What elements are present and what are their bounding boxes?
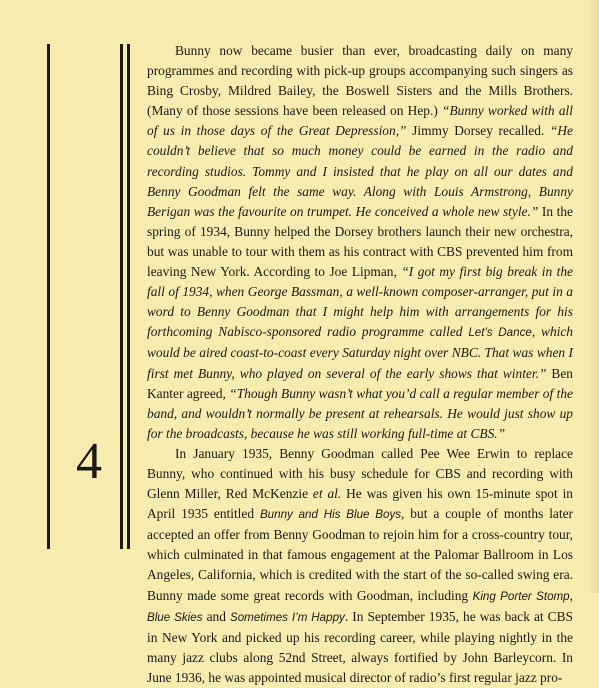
text-run: Ben Kanter agreed, <box>147 365 573 401</box>
body-text <box>147 41 573 688</box>
text-run: Bunny and His Blue Boys <box>259 508 402 522</box>
text-run: “I got my first big break in the fall of 1934, when George Bassman, a well-known composer-arranger, put in a word to Benny Goodman that I might help him with arrangements for his forthcoming Nabisco-sponsored radio programme called <box>147 264 574 340</box>
inner-border-rule-2 <box>127 44 130 549</box>
text-run: “Bunny worked with all of us in those days of the Great Depression,” <box>147 103 573 139</box>
text-run: Bunny now became busier than ever, broadcasting daily on many programmes and recording with pick-up groups accompanying such singers as Bing Crosby, Mildred Bailey, the Boswell Sisters and the Mills Brothers. (Many of those sessions have been released on Hep.) <box>147 43 573 119</box>
text-run: In the spring of 1934, Bunny helped the Dorsey brothers launch their new orchestra, but was unable to tour with them as his contract with CBS prevented him from leaving New York. According to Joe Lipman, <box>147 203 573 280</box>
text-run: , <box>569 587 573 603</box>
text-run: Blue Skies <box>147 610 203 624</box>
text-run: “Though Bunny wasn’t what you’d call a regular member of the band, and wouldn’t normally be present at rehearsals. He would just show up for the broadcasts, because he was still working full-time at CBS.” <box>147 385 573 441</box>
text-run: Let’s Dance <box>468 326 532 340</box>
text-run: . In September 1935, he was back at CBS in New York and picked up his recording career, while playing nightly in the many jazz clubs along 52nd Street, always fortified by John Barleycorn. In June 1936, he was appointed musical director of radio’s first regular jazz pro- <box>147 608 573 685</box>
paragraph-2 <box>147 444 573 688</box>
text-run: King Porter Stomp <box>472 589 570 603</box>
page-fold-shadow <box>587 0 599 593</box>
text-run: He was given his own 15-minute spot in April 1935 entitled <box>147 486 574 522</box>
text-run: and <box>202 608 230 624</box>
paragraph-1 <box>147 41 573 444</box>
inner-border-rule <box>120 44 123 549</box>
text-run: “He couldn’t believe that so much money could be earned in the radio and recording studios. Tommy and I insisted that he play on all our dates and Benny Goodman felt the same way. Along with Louis Armstrong, Bunny Berigan was the favourite on trumpet. He conceived a whole new style.” <box>147 123 573 219</box>
text-run: et al. <box>312 486 342 502</box>
text-run: Jimmy Dorsey recalled. <box>406 123 550 139</box>
text-run: , but a couple of months later accepted an offer from Benny Goodman to rejoin him for a cross-country tour, which culminated in that famous engagement at the Palomar Ballroom in Los Angeles, California, which is credited with the start of the so-called swing era. Bunny made some great records with Goodman, including <box>147 506 573 603</box>
text-run: , which would be aired coast-to-coast every Saturday night over NBC. That was when I first met Bunny, who played on several of the early shows that winter.” <box>147 324 574 381</box>
text-run: In January 1935, Benny Goodman called Pee Wee Erwin to replace Bunny, who continued with his busy schedule for CBS and recording with Glenn Miller, Red McKenzie <box>147 445 573 502</box>
left-border-rule <box>47 44 50 549</box>
text-run: Sometimes I’m Happy <box>229 610 345 624</box>
page-number: 4 <box>76 433 102 490</box>
